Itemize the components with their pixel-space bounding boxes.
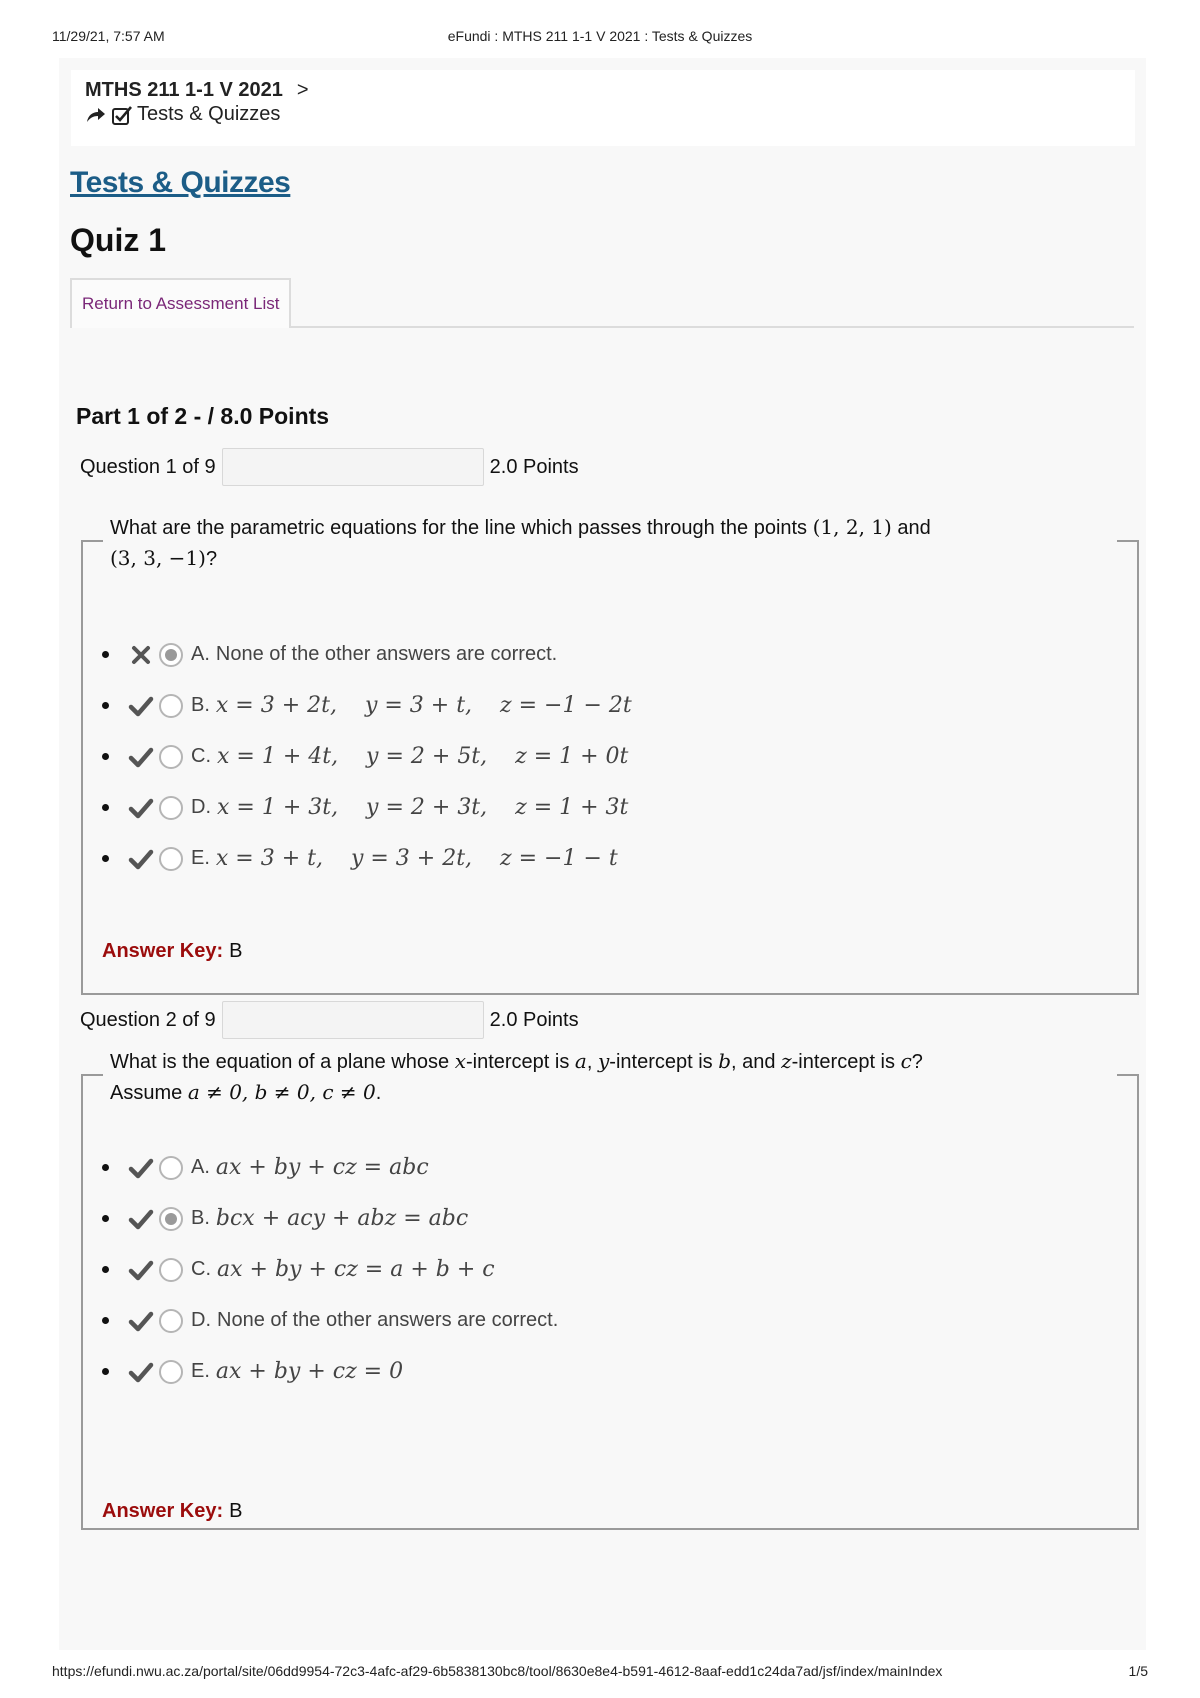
checkmark-icon	[127, 1205, 155, 1233]
question-1-answers	[102, 629, 632, 884]
answer-option-c: C. ax + by + cz = a + b + c	[102, 1244, 558, 1295]
answer-option-e: E. x = 3 + t, y = 3 + 2t, z = −1 − t	[102, 833, 632, 884]
bullet	[102, 1215, 109, 1222]
question-points: 2.0 Points	[489, 1008, 579, 1031]
print-date: 11/29/21, 7:57 AM	[52, 28, 165, 44]
answer-option-d: D. x = 1 + 3t, y = 2 + 3t, z = 1 + 3t	[102, 782, 632, 833]
answer-math: x = 3 + t, y = 3 + 2t, z = −1 − t	[215, 846, 618, 871]
answer-math: x = 1 + 4t, y = 2 + 5t, z = 1 + 0t	[217, 744, 629, 769]
return-to-assessment-list-link[interactable]: Return to Assessment List	[70, 278, 291, 328]
answer-option-d: D. None of the other answers are correct.	[102, 1295, 558, 1346]
bullet	[102, 1317, 109, 1324]
answer-radio[interactable]	[159, 1207, 183, 1231]
answer-radio[interactable]	[159, 847, 183, 871]
question-number: Question 1 of 9	[80, 455, 216, 478]
answer-math: ax + by + cz = abc	[215, 1155, 429, 1180]
checkmark-icon	[127, 845, 155, 873]
answer-radio[interactable]	[159, 1360, 183, 1384]
breadcrumb-tool[interactable]	[85, 103, 280, 126]
bullet	[102, 651, 109, 658]
question-1-text: What are the parametric equations for the line which passes through the points (1, 2, 1) and (3, 3, −1)?	[110, 515, 931, 570]
bullet	[102, 855, 109, 862]
print-header	[52, 28, 1148, 50]
answer-key: Answer Key: B	[102, 940, 243, 962]
score-field	[222, 1001, 484, 1039]
print-url: https://efundi.nwu.ac.za/portal/site/06dd9954-72c3-4afc-af29-6b5838130bc8/tool/8630e8e4-b591-4612-8aaf-edd1c24da7ad/jsf/index/mainIndex	[52, 1663, 943, 1679]
answer-math: x = 1 + 3t, y = 2 + 3t, z = 1 + 3t	[217, 795, 629, 820]
breadcrumb-site[interactable]	[85, 79, 309, 102]
answer-math: x = 3 + 2t, y = 3 + t, z = −1 − 2t	[215, 693, 632, 718]
breadcrumb-tool-label: Tests & Quizzes	[137, 103, 281, 125]
question-points: 2.0 Points	[489, 455, 579, 478]
share-arrow-icon	[85, 106, 107, 124]
tab-row	[70, 278, 1134, 328]
bullet	[102, 804, 109, 811]
question-1-header	[80, 448, 579, 486]
question-number: Question 2 of 9	[80, 1008, 216, 1031]
checkmark-icon	[127, 1256, 155, 1284]
checkmark-icon	[127, 1154, 155, 1182]
answer-option-c: C. x = 1 + 4t, y = 2 + 5t, z = 1 + 0t	[102, 731, 632, 782]
print-page-number: 1/5	[1128, 1663, 1148, 1679]
question-2-header	[80, 1001, 579, 1039]
bullet	[102, 702, 109, 709]
bullet	[102, 1266, 109, 1273]
part-title: Part 1 of 2 - / 8.0 Points	[76, 403, 330, 429]
answer-radio[interactable]	[159, 1156, 183, 1180]
page-content	[59, 58, 1146, 1650]
answer-text: None of the other answers are correct.	[215, 643, 558, 665]
answer-option-a: A. ax + by + cz = abc	[102, 1142, 558, 1193]
answer-radio[interactable]	[159, 796, 183, 820]
checkmark-icon	[127, 692, 155, 720]
answer-radio[interactable]	[159, 1258, 183, 1282]
answer-radio[interactable]	[159, 643, 183, 667]
answer-math: ax + by + cz = a + b + c	[217, 1257, 495, 1282]
print-document-title: eFundi : MTHS 211 1-1 V 2021 : Tests & Quizzes	[447, 28, 753, 44]
checkbox-check-icon	[111, 104, 133, 126]
checkmark-icon	[127, 1307, 155, 1335]
cross-icon	[127, 641, 155, 669]
breadcrumb-site-label: MTHS 211 1-1 V 2021	[85, 79, 283, 101]
page-title: Quiz 1	[70, 222, 167, 258]
checkmark-icon	[127, 794, 155, 822]
checkmark-icon	[127, 1358, 155, 1386]
checkmark-icon	[127, 743, 155, 771]
answer-radio[interactable]	[159, 1309, 183, 1333]
answer-option-b: B. x = 3 + 2t, y = 3 + t, z = −1 − 2t	[102, 680, 632, 731]
score-field	[222, 448, 484, 486]
answer-radio[interactable]	[159, 694, 183, 718]
answer-text: None of the other answers are correct.	[217, 1309, 559, 1331]
answer-radio[interactable]	[159, 745, 183, 769]
bullet	[102, 1368, 109, 1375]
question-2-answers	[102, 1142, 558, 1397]
answer-key: Answer Key: B	[102, 1500, 243, 1522]
chevron-right-icon: >	[296, 79, 309, 101]
breadcrumb	[71, 70, 1135, 146]
answer-math: ax + by + cz = 0	[215, 1359, 404, 1384]
bullet	[102, 753, 109, 760]
answer-option-b: B. bcx + acy + abz = abc	[102, 1193, 558, 1244]
answer-math: bcx + acy + abz = abc	[215, 1206, 469, 1231]
bullet	[102, 1164, 109, 1171]
answer-option-a: A. None of the other answers are correct.	[102, 629, 632, 680]
tool-title-link[interactable]: Tests & Quizzes	[70, 166, 291, 199]
question-2-text: What is the equation of a plane whose x-intercept is a, y-intercept is b, and z-intercept is c? Assume a ≠ 0, b ≠ 0, c ≠ 0.	[110, 1049, 923, 1104]
answer-option-e: E. ax + by + cz = 0	[102, 1346, 558, 1397]
